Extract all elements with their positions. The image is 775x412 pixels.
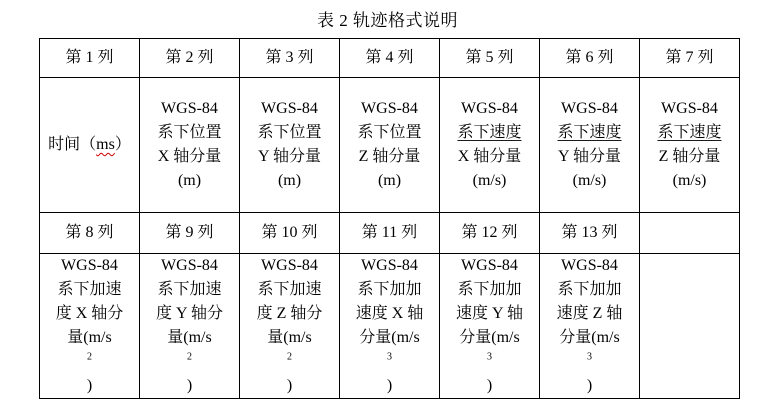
cell-line: (m/s) xyxy=(672,172,707,189)
header-row-1 xyxy=(40,39,740,78)
cell-line: WGS-84 xyxy=(661,100,718,117)
velocity-z-cell xyxy=(640,78,740,213)
cell-line: X 轴分量 xyxy=(157,148,222,165)
cell-line: Z 轴分量 xyxy=(658,148,721,165)
unit-exponent: 3 xyxy=(387,351,392,363)
header-row-2 xyxy=(40,213,740,254)
description-row-2 xyxy=(40,254,740,399)
acceleration-y-cell xyxy=(140,254,240,399)
time-label xyxy=(48,136,131,153)
unit-text: 分量(m/s xyxy=(359,329,420,346)
cell-line: 速度 X 轴 xyxy=(355,305,424,322)
position-y-cell xyxy=(240,78,340,213)
column-header: 第 4 列 xyxy=(340,39,440,78)
cell-line: 系下加速 xyxy=(257,281,322,298)
cell-line: 系下加加 xyxy=(457,281,522,298)
cell-unit-line xyxy=(542,326,637,398)
cell-line: 系下速度 xyxy=(657,124,722,141)
unit-exponent: 3 xyxy=(587,351,592,363)
cell-unit-line xyxy=(242,326,337,398)
cell-line: WGS-84 xyxy=(561,100,618,117)
unit-close: ) xyxy=(586,377,593,394)
description-row-1 xyxy=(40,78,740,213)
cell-line: Y 轴分量 xyxy=(558,148,621,165)
acceleration-x-cell xyxy=(40,254,140,399)
position-x-cell xyxy=(140,78,240,213)
cell-line: (m) xyxy=(377,172,402,189)
empty-cell xyxy=(640,254,740,399)
cell-unit-line xyxy=(342,326,437,398)
cell-line: 系下速度 xyxy=(557,124,622,141)
cell-line: WGS-84 xyxy=(161,257,218,274)
cell-line: 度 Y 轴分 xyxy=(156,305,223,322)
cell-line: WGS-84 xyxy=(461,100,518,117)
column-header: 第 11 列 xyxy=(340,213,440,254)
unit-exponent: 2 xyxy=(287,351,292,363)
cell-line: 系下加加 xyxy=(557,281,622,298)
cell-line: WGS-84 xyxy=(161,100,218,117)
cell-line: 系下位置 xyxy=(357,124,422,141)
cell-line: (m/s) xyxy=(572,172,607,189)
cell-line: WGS-84 xyxy=(461,257,518,274)
unit-close: ) xyxy=(386,377,393,394)
unit-exponent: 2 xyxy=(87,351,92,363)
unit-close: ) xyxy=(286,377,293,394)
cell-line: WGS-84 xyxy=(261,257,318,274)
unit-text: 量(m/s xyxy=(167,329,212,346)
unit-text: 分量(m/s xyxy=(459,329,520,346)
position-z-cell xyxy=(340,78,440,213)
column-header: 第 9 列 xyxy=(140,213,240,254)
column-header: 第 13 列 xyxy=(540,213,640,254)
cell-line: 速度 Z 轴 xyxy=(556,305,623,322)
column-header-empty xyxy=(640,213,740,254)
cell-line: 度 Z 轴分 xyxy=(256,305,323,322)
time-unit: ms xyxy=(96,136,115,153)
cell-unit-line xyxy=(42,326,137,398)
jerk-y-cell xyxy=(440,254,540,399)
column-header: 第 3 列 xyxy=(240,39,340,78)
unit-text: 量(m/s xyxy=(67,329,112,346)
cell-unit-line xyxy=(442,326,537,398)
cell-line: 系下速度 xyxy=(457,124,522,141)
cell-line: WGS-84 xyxy=(61,257,118,274)
cell-line: WGS-84 xyxy=(261,100,318,117)
cell-line: 速度 Y 轴 xyxy=(456,305,523,322)
cell-line: 系下位置 xyxy=(157,124,222,141)
column-header: 第 7 列 xyxy=(640,39,740,78)
cell-line: Z 轴分量 xyxy=(358,148,421,165)
unit-close: ) xyxy=(486,377,493,394)
cell-line: WGS-84 xyxy=(561,257,618,274)
table-caption: 表 2 轨迹格式说明 xyxy=(317,11,458,30)
cell-line: 系下加速 xyxy=(157,281,222,298)
cell-line: (m/s) xyxy=(472,172,507,189)
column-header: 第 8 列 xyxy=(40,213,140,254)
unit-exponent: 3 xyxy=(487,351,492,363)
jerk-z-cell xyxy=(540,254,640,399)
time-label-suffix: ） xyxy=(114,136,131,153)
track-format-table xyxy=(39,38,740,399)
column-header: 第 2 列 xyxy=(140,39,240,78)
cell-line: WGS-84 xyxy=(361,257,418,274)
cell-unit-line xyxy=(142,326,237,398)
unit-close: ) xyxy=(186,377,193,394)
time-cell xyxy=(40,78,140,213)
cell-line: (m) xyxy=(277,172,302,189)
unit-text: 量(m/s xyxy=(267,329,312,346)
unit-text: 分量(m/s xyxy=(559,329,620,346)
cell-line: X 轴分量 xyxy=(457,148,522,165)
cell-line: 系下位置 xyxy=(257,124,322,141)
cell-line: Y 轴分量 xyxy=(258,148,321,165)
cell-line: 系下加加 xyxy=(357,281,422,298)
cell-line: 度 X 轴分 xyxy=(55,305,124,322)
column-header: 第 10 列 xyxy=(240,213,340,254)
column-header: 第 12 列 xyxy=(440,213,540,254)
cell-line: WGS-84 xyxy=(361,100,418,117)
unit-close: ) xyxy=(86,377,93,394)
unit-exponent: 2 xyxy=(187,351,192,363)
cell-line: 系下加速 xyxy=(57,281,122,298)
velocity-x-cell xyxy=(440,78,540,213)
column-header: 第 1 列 xyxy=(40,39,140,78)
time-label-prefix: 时间（ xyxy=(48,136,97,153)
column-header: 第 5 列 xyxy=(440,39,540,78)
column-header: 第 6 列 xyxy=(540,39,640,78)
acceleration-z-cell xyxy=(240,254,340,399)
velocity-y-cell xyxy=(540,78,640,213)
jerk-x-cell xyxy=(340,254,440,399)
cell-line: (m) xyxy=(177,172,202,189)
